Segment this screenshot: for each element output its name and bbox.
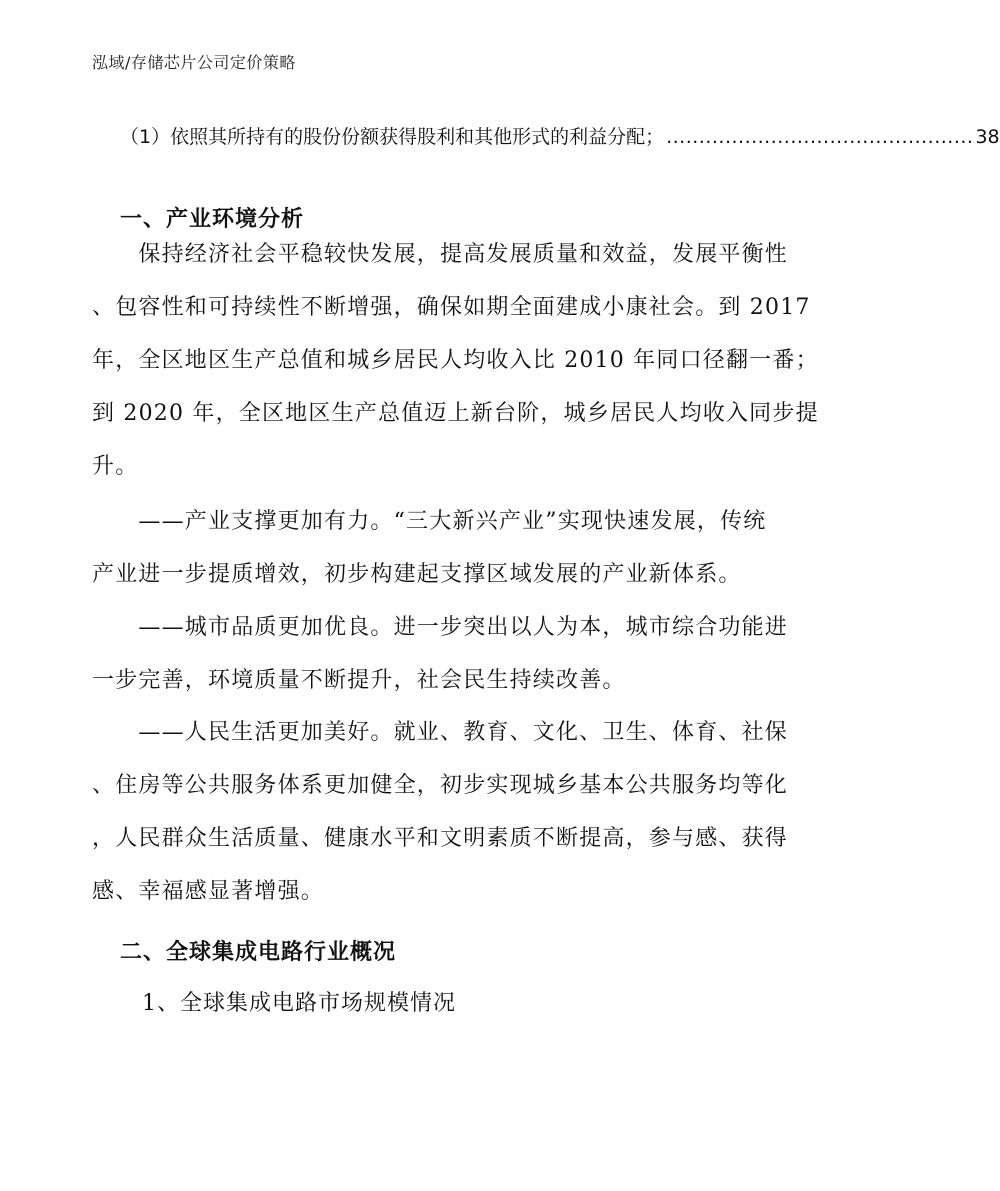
section-heading-industry-environment: 一、产业环境分析 [120, 207, 305, 232]
paragraph [92, 601, 832, 707]
paragraph-line: 一步完善，环境质量不断提升，社会民生持续改善。 [92, 668, 626, 693]
toc-entry[interactable] [120, 122, 1000, 149]
paragraph-line: 升。 [92, 454, 139, 479]
paragraph [92, 706, 832, 918]
paragraph-line: 产业进一步提质增效，初步构建起支撑区域发展的产业新体系。 [92, 562, 742, 587]
section-heading-global-ic-overview: 二、全球集成电路行业概况 [120, 940, 397, 965]
running-header: 泓域/存储芯片公司定价策略 [92, 53, 296, 72]
paragraph-line: 到 2020 年，全区地区生产总值迈上新台阶，城乡居民人均收入同步提 [92, 401, 819, 426]
paragraph-line: ，人民群众生活质量、健康水平和文明素质不断提高，参与感、获得 [92, 826, 789, 851]
paragraph [92, 495, 832, 601]
paragraph-line: 感、幸福感显著增强。 [92, 879, 325, 904]
toc-leader-dots: ............................................... [666, 126, 974, 148]
paragraph-line: ——人民生活更加美好。就业、教育、文化、卫生、体育、社保 [92, 720, 789, 745]
paragraph-line: 保持经济社会平稳较快发展，提高发展质量和效益，发展平衡性 [92, 242, 789, 267]
paragraph-line: 、住房等公共服务体系更加健全，初步实现城乡基本公共服务均等化 [92, 773, 789, 798]
paragraph-line: ——城市品质更加优良。进一步突出以人为本，城市综合功能进 [92, 615, 789, 640]
toc-page-number: 38 [975, 126, 1000, 148]
paragraph [92, 228, 832, 493]
subsection-heading-market-size: 1、全球集成电路市场规模情况 [142, 991, 456, 1016]
paragraph-line: ——产业支撑更加有力。“三大新兴产业”实现快速发展，传统 [92, 509, 767, 534]
toc-entry-text: （1）依照其所持有的股份份额获得股利和其他形式的利益分配； [120, 126, 665, 148]
paragraph-line: 年，全区地区生产总值和城乡居民人均收入比 2010 年同口径翻一番； [92, 348, 819, 373]
paragraph-line: 、包容性和可持续性不断增强，确保如期全面建成小康社会。到 2017 [92, 295, 811, 320]
